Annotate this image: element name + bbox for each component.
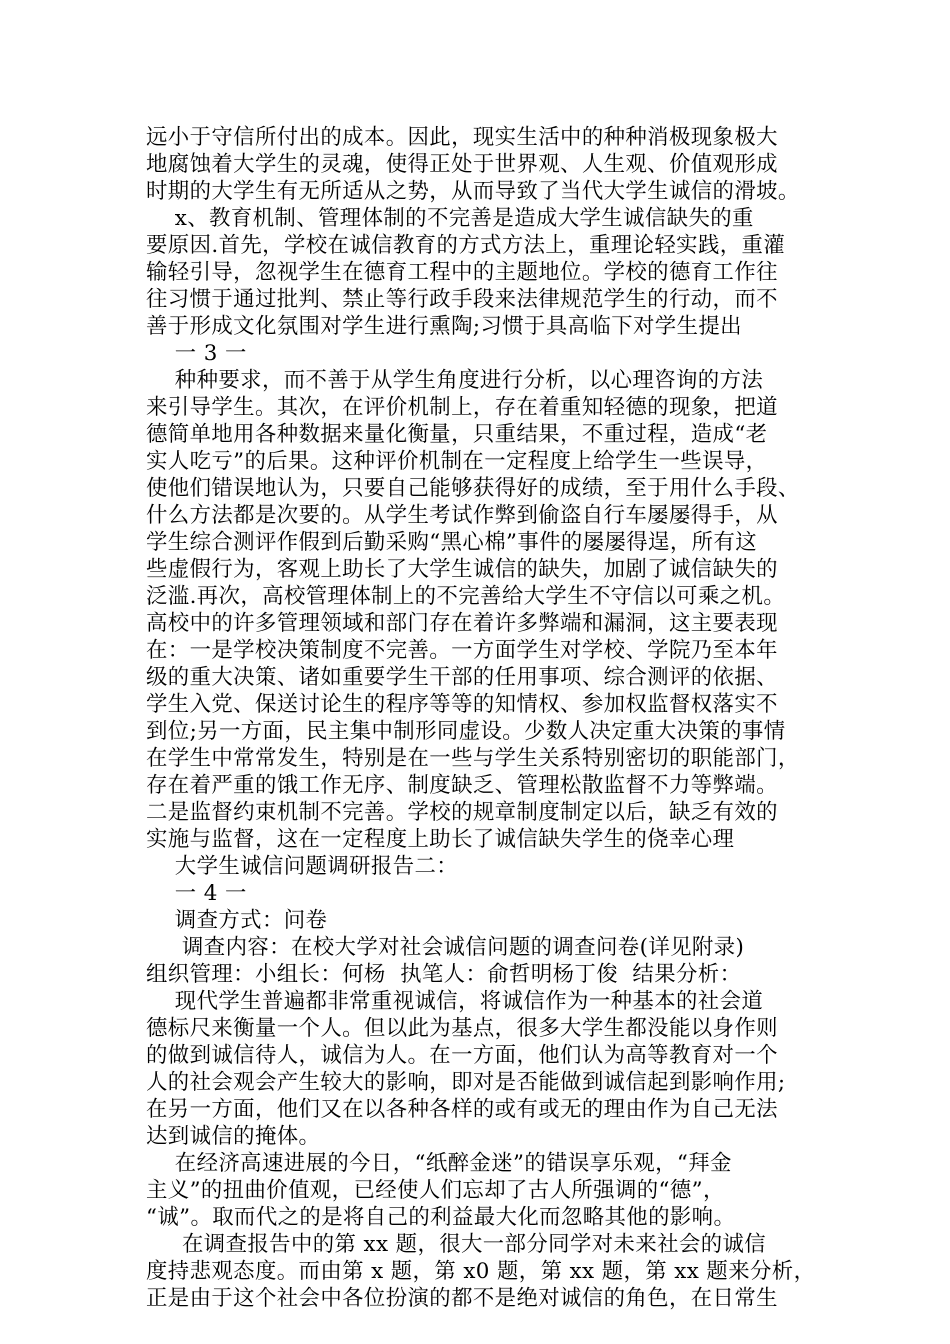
text-line: 一 3 一 — [146, 341, 247, 366]
text-line: 德标尺来衡量一个人。但以此为基点，很多大学生都没能以身作则 — [146, 1016, 778, 1041]
text-line: 时期的大学生有无所适从之势，从而导致了当代大学生诚信的滑坡。 — [146, 179, 800, 204]
text-line: 存在着严重的饿工作无序、制度缺乏、管理松散监督不力等弊端。 — [146, 773, 778, 798]
text-line: 在：一是学校决策制度不完善。一方面学生对学校、学院乃至本年 — [146, 638, 778, 663]
text-line: 在另一方面，他们又在以各种各样的或有或无的理由作为自己无法 — [146, 1097, 778, 1122]
text-line: 要原因.首先，学校在诚信教育的方式方法上，重理论轻实践，重灌 — [146, 233, 786, 258]
text-line: 调查内容：在校大学对社会诚信问题的调查问卷(详见附录) — [146, 935, 745, 960]
text-line: 正是由于这个社会中各位扮演的都不是绝对诚信的角色，在日常生 — [146, 1286, 778, 1311]
text-line: 实人吃亏”的后果。这种评价机制在一定程度上给学生一些误导， — [146, 449, 768, 474]
text-line: 主义”的扭曲价值观，已经使人们忘却了古人所强调的“德”， — [146, 1178, 725, 1203]
text-line: 往习惯于通过批判、禁止等行政手段来法律规范学生的行动，而不 — [146, 287, 778, 312]
text-line: 远小于守信所付出的成本。因此，现实生活中的种种消极现象极大 — [146, 125, 778, 150]
text-line: 什么方法都是次要的。从学生考试作弊到偷盗自行车屡屡得手，从 — [146, 503, 778, 528]
text-line: 种种要求，而不善于从学生角度进行分析，以心理咨询的方法 — [146, 368, 764, 393]
text-line: 实施与监督，这在一定程度上助长了诚信缺失学生的侥幸心理 — [146, 827, 735, 852]
text-line: 输轻引导，忽视学生在德育工程中的主题地位。学校的德育工作往 — [146, 260, 778, 285]
text-line: 二是监督约束机制不完善。学校的规章制度制定以后，缺乏有效的 — [146, 800, 778, 825]
text-line: 级的重大决策、诸如重要学生干部的任用事项、综合测评的依据、 — [146, 665, 778, 690]
text-line: 学生入党、保送讨论生的程序等等的知情权、参加权监督权落实不 — [146, 692, 778, 717]
text-line: 到位;另一方面，民主集中制形同虚设。少数人决定重大决策的事情 — [146, 719, 786, 744]
text-line: 学生综合测评作假到后勤采购“黑心棉”事件的屡屡得逞，所有这 — [146, 530, 758, 555]
text-line: 在学生中常常发生，特别是在一些与学生关系特别密切的职能部门， — [146, 746, 800, 771]
text-line: 在调查报告中的第 xx 题，很大一部分同学对未来社会的诚信 — [146, 1232, 767, 1257]
text-line: 的做到诚信待人，诚信为人。在一方面，他们认为高等教育对一个 — [146, 1043, 778, 1068]
text-line: 在经济高速进展的今日，“纸醉金迷”的错误享乐观，“拜金 — [146, 1151, 732, 1176]
text-line: 达到诚信的掩体。 — [146, 1124, 321, 1149]
text-line: 地腐蚀着大学生的灵魂，使得正处于世界观、人生观、价值观形成 — [146, 152, 778, 177]
text-line: 来引导学生。其次，在评价机制上，存在着重知轻德的现象，把道 — [146, 395, 778, 420]
text-line: 些虚假行为，客观上助长了大学生诚信的缺失，加剧了诚信缺失的 — [146, 557, 778, 582]
text-line: 度持悲观态度。而由第 x 题，第 x0 题，第 xx 题，第 xx 题来分析， — [146, 1259, 816, 1284]
text-line: 现代学生普遍都非常重视诚信，将诚信作为一种基本的社会道 — [146, 989, 764, 1014]
text-line: 高校中的许多管理领域和部门存在着许多弊端和漏洞，这主要表现 — [146, 611, 778, 636]
text-line: 使他们错误地认为，只要自己能够获得好的成绩，至于用什么手段、 — [146, 476, 800, 501]
text-line: 大学生诚信问题调研报告二： — [146, 854, 459, 879]
text-line: 组织管理：小组长：何杨 执笔人：俞哲明杨丁俊 结果分析： — [146, 962, 742, 987]
text-line: 善于形成文化氛围对学生进行熏陶;习惯于具高临下对学生提出 — [146, 314, 742, 339]
text-line: 泛滥.再次，高校管理体制上的不完善给大学生不守信以可乘之机。 — [146, 584, 786, 609]
text-line: “诚”。取而代之的是将自己的利益最大化而忽略其他的影响。 — [146, 1205, 736, 1230]
text-line: x、教育机制、管理体制的不完善是造成大学生诚信缺失的重 — [146, 206, 754, 231]
text-line: 调查方式：问卷 — [146, 908, 328, 933]
text-line: 人的社会观会产生较大的影响，即对是否能做到诚信起到影响作用; — [146, 1070, 786, 1095]
text-line: 德简单地用各种数据来量化衡量，只重结果，不重过程，造成“老 — [146, 422, 768, 447]
text-line: 一 4 一 — [146, 881, 247, 906]
